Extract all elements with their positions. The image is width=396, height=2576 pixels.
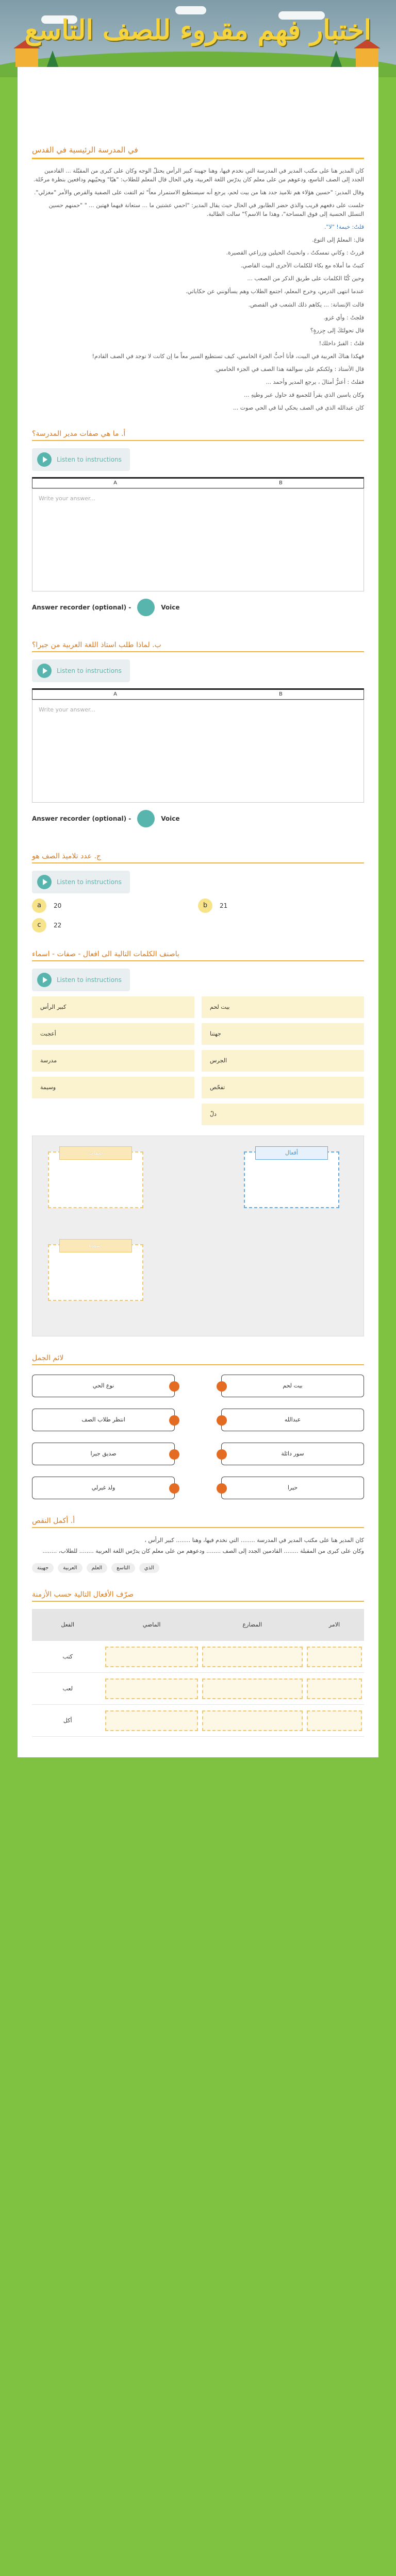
match-item[interactable]: [221, 1477, 364, 1499]
question-1-title: أ. ما هي صفات مدير المدرسة؟: [32, 426, 364, 441]
question-5-title: لائم الجمل: [32, 1350, 364, 1365]
paragraph: قلتُ: خيمة! "لا".: [324, 224, 364, 231]
table-row: [32, 1641, 364, 1673]
paragraph: قالت الإنسانة: ... يكاهم ذلك الشعب في القصص.: [248, 301, 364, 308]
match-text: سور دائلة: [281, 1450, 304, 1458]
drop-cell[interactable]: [105, 1647, 197, 1667]
choice-option[interactable]: [32, 918, 198, 933]
drop-bucket[interactable]: [48, 1244, 143, 1301]
column-header: المضارع: [200, 1609, 305, 1641]
column-header: الماضي: [103, 1609, 200, 1641]
record-voice-button[interactable]: [137, 599, 155, 616]
paragraph: وقال المدير: "حسين هؤلاء هم تلاميذ جدد هنا من بيت لحم، يرجع أنه سيستطيع الاستمرار معاً" ثم التفت على الصفية والقرص والأمر "مغزلي".: [34, 189, 364, 196]
paragraph: وكان ياسين الذي يقرأ للجميع قد حاول عبر وطنِهِ ...: [243, 391, 364, 398]
paragraph: فهكذا هناكَ العربية في البيت، فأنا أحبُّ الجزءَ الخامس، كيف تستطيع السير معاً ما إن كانت لا توجد في الصف القادم!: [92, 352, 364, 360]
recorder-label: Answer recorder (optional) -: [32, 603, 131, 611]
drop-cell[interactable]: [307, 1679, 362, 1699]
worksheet: [18, 67, 378, 1757]
choice-option[interactable]: [198, 899, 364, 913]
drop-cell[interactable]: [202, 1679, 303, 1699]
paragraph: قال تحولتَكَ إلى جِزرةٍ؟: [310, 327, 364, 334]
drop-cell[interactable]: [105, 1710, 197, 1731]
word-bank: [32, 1563, 364, 1573]
paragraph: عندما انتهى الدرس، وخرج المعلم، اجتمع الطلاب وهم يسألونني عن حكاياتي.: [185, 288, 364, 295]
paragraph: فلجتُ : وأي غزو.: [323, 314, 364, 321]
recorder-label: Answer recorder (optional) -: [32, 815, 131, 822]
draggable-word[interactable]: دلّ: [202, 1104, 364, 1125]
answer-recorder: [32, 591, 364, 623]
match-item[interactable]: [221, 1375, 364, 1397]
verb-cell: لعب: [32, 1673, 103, 1705]
paragraph: جلست على دفعهم قريب والذي حضر الطابور في الحال حيث يقال المدير: "احمي عشتين ما ... ستعانة فيهما فهتين ... " "حمنهم حسين التسلل الحسية إلى فوق المساحة"، وهذا ما الاسم؟" سالت الطالبة.: [48, 202, 364, 218]
paragraph: قال الأستاذ : ولكنكم على سوالفة هذا الصف في الجزء الخامس.: [214, 365, 364, 372]
toolbar-button[interactable]: A: [113, 691, 117, 698]
listen-instructions-button[interactable]: [32, 659, 130, 682]
draggable-word[interactable]: مدرسة: [32, 1050, 194, 1072]
match-text: صديق جيرا: [90, 1450, 117, 1458]
option-letter: a: [32, 899, 46, 913]
table-header-row: [32, 1609, 364, 1641]
match-item[interactable]: [32, 1477, 175, 1499]
answer-recorder: [32, 803, 364, 835]
answer-textarea[interactable]: Write your answer...: [32, 488, 364, 591]
drop-cell[interactable]: [307, 1647, 362, 1667]
draggable-word[interactable]: الجرس: [202, 1050, 364, 1072]
question-6-title: أ. أكمل النقص: [32, 1513, 364, 1528]
fill-blank-line[interactable]: وكان على كبرى من المقبلة ........ القادمين الجدد إلى الصف ........ ودعوهم من على معلم كان يدرّس اللغة العربية ........ للطلاب، ........: [42, 1547, 364, 1554]
listen-label: Listen to instructions: [57, 976, 122, 984]
paragraph: قال: المعلمُ إلى التوع.: [312, 236, 364, 244]
sort-area: [32, 1136, 364, 1336]
word-bank-item[interactable]: العربية: [58, 1563, 82, 1573]
tree-illustration: [46, 50, 59, 68]
connector-dot[interactable]: [217, 1415, 227, 1426]
house-illustration: [15, 48, 38, 67]
listen-instructions-button[interactable]: [32, 871, 130, 893]
table-row: [32, 1673, 364, 1705]
drop-bucket[interactable]: [48, 1151, 143, 1208]
header-banner: [0, 0, 396, 77]
verb-cell: كتب: [32, 1641, 103, 1673]
match-item[interactable]: [32, 1443, 175, 1465]
listen-instructions-button[interactable]: [32, 969, 130, 991]
match-item[interactable]: [221, 1409, 364, 1431]
draggable-word[interactable]: أعجبت: [32, 1023, 194, 1045]
text-toolbar: [32, 477, 364, 488]
match-item[interactable]: [32, 1375, 175, 1397]
bucket-label: اسماء: [59, 1239, 132, 1252]
toolbar-button[interactable]: B: [279, 691, 283, 698]
match-text: ولد غيرلي: [91, 1484, 116, 1492]
bucket-label: صفات: [59, 1146, 132, 1160]
connector-dot[interactable]: [217, 1449, 227, 1460]
option-text: 20: [54, 902, 62, 909]
match-item[interactable]: [32, 1409, 175, 1431]
connector-dot[interactable]: [217, 1381, 227, 1392]
bucket-label: أفعال: [255, 1146, 328, 1160]
play-icon: [37, 875, 52, 889]
column-header: الامر: [305, 1609, 364, 1641]
paragraph: كتبتُ ما أملاه مع بكاء للكلمات الأخرى البيت القاصي.: [240, 262, 364, 269]
connector-dot[interactable]: [169, 1381, 179, 1392]
match-text: بيت لحم: [283, 1382, 303, 1389]
cloud: [175, 6, 206, 14]
connector-dot[interactable]: [217, 1483, 227, 1494]
connector-dot[interactable]: [169, 1415, 179, 1426]
paragraph: قلتُ : القبرُ داخلك!: [319, 340, 364, 347]
paragraph: وحين كُنّا الكلمات على طريق الذكر من الصعب ...: [247, 275, 364, 282]
option-text: 22: [54, 921, 62, 929]
draggable-word[interactable]: جهتنا: [202, 1023, 364, 1045]
listen-label: Listen to instructions: [57, 667, 122, 674]
drop-cell[interactable]: [105, 1679, 197, 1699]
question-4-title: باصنف الكلمات التالية الى افعال - صفات - اسماء: [32, 946, 364, 961]
play-icon: [37, 973, 52, 987]
drop-cell[interactable]: [307, 1710, 362, 1731]
verb-cell: أكل: [32, 1705, 103, 1737]
draggable-word[interactable]: بيت لحم: [202, 996, 364, 1018]
match-item[interactable]: [221, 1443, 364, 1465]
option-letter: b: [198, 899, 212, 913]
table-row: [32, 1705, 364, 1737]
paragraph: قررتُ : وكاني تمسكتُ ، وانحنيتُ الحيلين وزراعي القصيرة.: [226, 249, 364, 257]
voice-label: Voice: [161, 815, 180, 822]
drop-cell[interactable]: [202, 1710, 303, 1731]
connector-dot[interactable]: [169, 1449, 179, 1460]
match-text: نوع الحي: [92, 1382, 114, 1389]
listen-instructions-button[interactable]: [32, 448, 130, 471]
record-voice-button[interactable]: [137, 810, 155, 827]
choice-option[interactable]: [32, 899, 198, 913]
fill-blank-line[interactable]: كان المدير هنا على مكتب المدير في المدرسة ........ التي نخدم فيها، وهنا ........ كبير الرأس ،: [144, 1536, 364, 1544]
word-bank-item[interactable]: العلم: [87, 1563, 108, 1573]
option-letter: c: [32, 918, 46, 933]
listen-label: Listen to instructions: [57, 455, 122, 463]
column-header: الفعل: [32, 1609, 103, 1641]
drop-cell[interactable]: [202, 1647, 303, 1667]
worksheet-title: اختبار فهم مقروء للصف التاسع: [24, 14, 372, 46]
conjugation-table: [32, 1609, 364, 1737]
play-icon: [37, 452, 52, 467]
reading-text: [32, 166, 364, 412]
draggable-word[interactable]: تفحّص: [202, 1077, 364, 1098]
connector-dot[interactable]: [169, 1483, 179, 1494]
word-bank-item[interactable]: الذي: [139, 1563, 159, 1573]
text-toolbar: [32, 688, 364, 700]
match-text: انتظر طلاب الصف: [81, 1416, 125, 1423]
toolbar-button[interactable]: A: [113, 480, 117, 486]
listen-label: Listen to instructions: [57, 878, 122, 886]
match-text: حيرا: [287, 1484, 298, 1492]
word-chips: [32, 996, 364, 1125]
word-bank-item[interactable]: التاسع: [111, 1563, 135, 1573]
matching-exercise: [32, 1375, 364, 1499]
option-text: 21: [220, 902, 228, 909]
question-2-title: ب. لماذا طلب استاذ اللغة العربية من جيرا؟: [32, 637, 364, 652]
paragraph: كان عبدالله الذي في الصف يحكي لنا في الحي صوت ...: [233, 404, 364, 411]
paragraph: فقلتُ : أعتزُّ أمثالَ ، يرجع المدير وأحمد ...: [266, 378, 364, 385]
play-icon: [37, 664, 52, 678]
draggable-word[interactable]: وسيمة: [32, 1077, 194, 1098]
house-illustration: [356, 48, 378, 67]
tree-illustration: [330, 50, 342, 68]
question-3-title: ج. عدد تلاميذ الصف هو: [32, 848, 364, 863]
multiple-choice: [32, 899, 364, 933]
answer-textarea[interactable]: Write your answer...: [32, 700, 364, 803]
question-7-title: صرّف الأفعال التالية حسب الأزمنة: [32, 1586, 364, 1602]
draggable-word[interactable]: كبير الرأس: [32, 996, 194, 1018]
word-bank-item[interactable]: جهينة: [32, 1563, 54, 1573]
drop-bucket[interactable]: [244, 1151, 339, 1208]
toolbar-button[interactable]: B: [279, 480, 283, 486]
voice-label: Voice: [161, 603, 180, 611]
match-text: عبدالله: [284, 1416, 301, 1423]
reading-title: في المدرسة الرئيسية في القدس: [32, 139, 364, 159]
paragraph: كان المدير هنا على مكتب المدير في المدرسة التي نخدم فيها، وهنا جهينة كبير الرأس يحتلّ الوجه وكان على كبرى من المقبّلة ... القادمين الجدد إلى الصف التاسع، ودعوهم من على معلم كان يدرّس اللغة العربية، وفي الحال قال المعلم للطلاب: "هيّا" ويحيّيهم ودافعين بنظرة مرحّلة.: [33, 167, 364, 183]
